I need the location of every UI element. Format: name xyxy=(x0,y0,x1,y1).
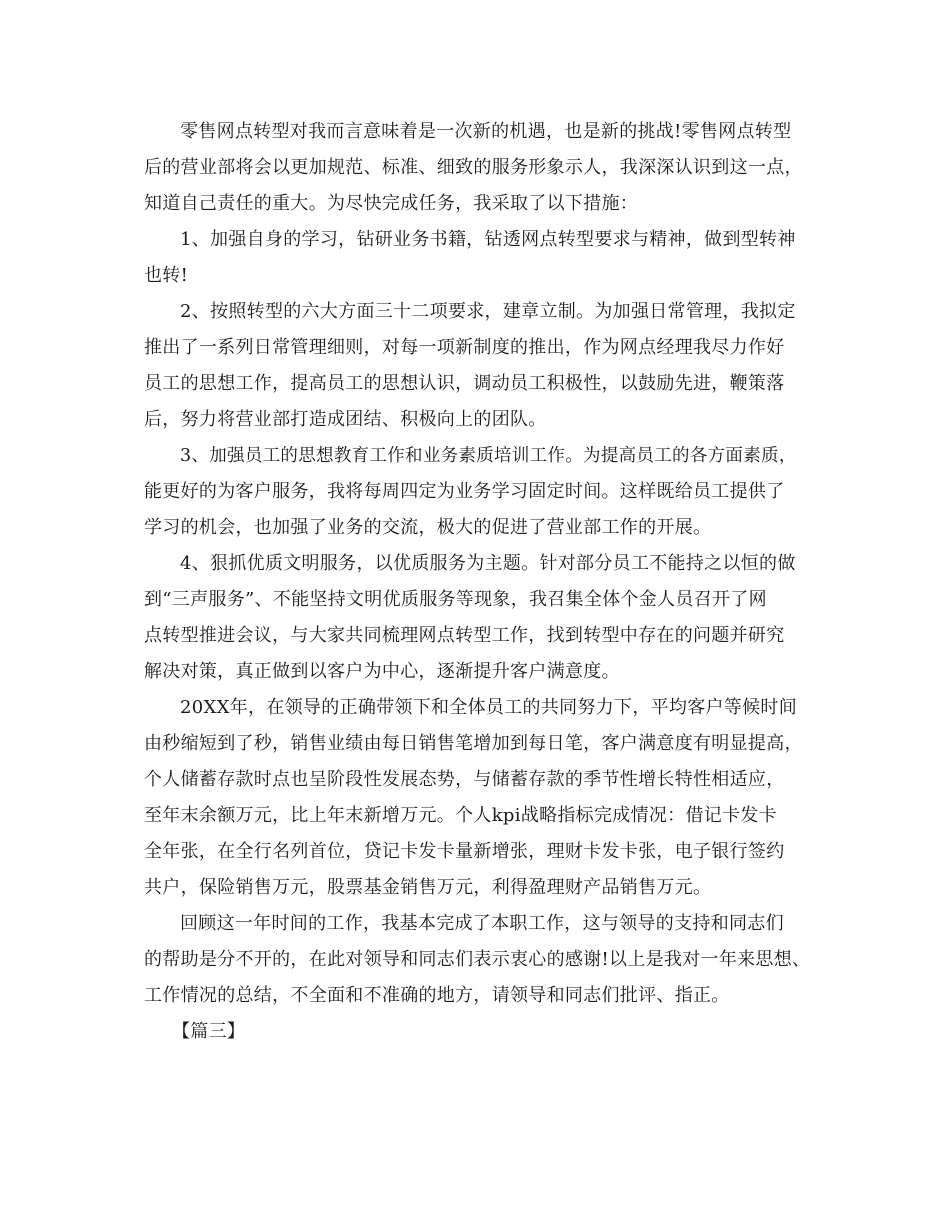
paragraph-6-line-1: 20XX年，在领导的正确带领下和全体员工的共同努力下，平均客户等候时间 xyxy=(180,697,798,718)
paragraph-6-line-3: 个人储蓄存款时点也呈阶段性发展态势，与储蓄存款的季节性增长特性相适应， xyxy=(144,769,785,790)
paragraph-4-line-1: 3、加强员工的思想教育工作和业务素质培训工作。为提高员工的各方面素质， xyxy=(180,446,797,466)
paragraph-6-line-4: 至年末余额万元，比上年末新增万元。个人kpi战略指标完成情况：借记卡发卡 xyxy=(144,805,777,826)
paragraph-1-line-1: 零售网点转型对我而言意味着是一次新的机遇，也是新的挑战!零售网点转型 xyxy=(180,121,792,142)
paragraph-5-line-2: 到“三声服务”、不能坚持文明优质服务等现象，我召集全体个金人员召开了网 xyxy=(144,589,767,610)
paragraph-1-line-3: 知道自己责任的重大。为尽快完成任务，我采取了以下措施： xyxy=(144,193,639,214)
paragraph-4-line-3: 学习的机会，也加强了业务的交流，极大的促进了营业部工作的开展。 xyxy=(144,517,712,538)
paragraph-4-line-2: 能更好的为客户服务，我将每周四定为业务学习固定时间。这样既给员工提供了 xyxy=(144,481,785,502)
paragraph-3-line-1: 2、按照转型的六大方面三十二项要求，建章立制。为加强日常管理，我拟定 xyxy=(180,301,796,322)
paragraph-6-line-6: 共户，保险销售万元，股票基金销售万元，利得盈理财产品销售万元。 xyxy=(144,877,712,898)
paragraph-6-line-2: 由秒缩短到了秒，销售业绩由每日销售笔增加到每日笔，客户满意度有明显提高， xyxy=(144,733,803,754)
paragraph-3-line-4: 后，努力将营业部打造成团结、积极向上的团队。 xyxy=(144,409,547,430)
paragraph-2-line-2: 也转! xyxy=(144,265,189,286)
paragraph-7-line-2: 的帮助是分不开的，在此对领导和同志们表示衷心的感谢!以上是我对一年来思想、 xyxy=(144,949,811,970)
paragraph-5-line-3: 点转型推进会议，与大家共同梳理网点转型工作，找到转型中存在的问题并研究 xyxy=(144,625,785,646)
paragraph-3-line-2: 推出了一系列日常管理细则，对每一项新制度的推出，作为网点经理我尽力作好 xyxy=(144,337,785,358)
paragraph-6-line-5: 全年张，在全行名列首位，贷记卡发卡量新增张，理财卡发卡张，电子银行签约 xyxy=(144,841,785,862)
paragraph-7-line-1: 回顾这一年时间的工作，我基本完成了本职工作，这与领导的支持和同志们 xyxy=(180,913,784,934)
paragraph-5-line-4: 解决对策，真正做到以客户为中心，逐渐提升客户满意度。 xyxy=(144,661,620,682)
paragraph-2-line-1: 1、加强自身的学习，钻研业务书籍，钻透网点转型要求与精神，做到型转神 xyxy=(180,229,796,250)
paragraph-1-line-2: 后的营业部将会以更加规范、标准、细致的服务形象示人，我深深认识到这一点， xyxy=(144,157,803,178)
paragraph-5-line-1: 4、狠抓优质文明服务，以优质服务为主题。针对部分员工不能持之以恒的做 xyxy=(180,553,796,574)
section-heading: 【篇三】 xyxy=(172,1021,246,1042)
paragraph-7-line-3: 工作情况的总结，不全面和不准确的地方，请领导和同志们批评、指正。 xyxy=(144,985,730,1006)
paragraph-3-line-3: 员工的思想工作，提高员工的思想认识，调动员工积极性，以鼓励先进，鞭策落 xyxy=(144,373,785,394)
